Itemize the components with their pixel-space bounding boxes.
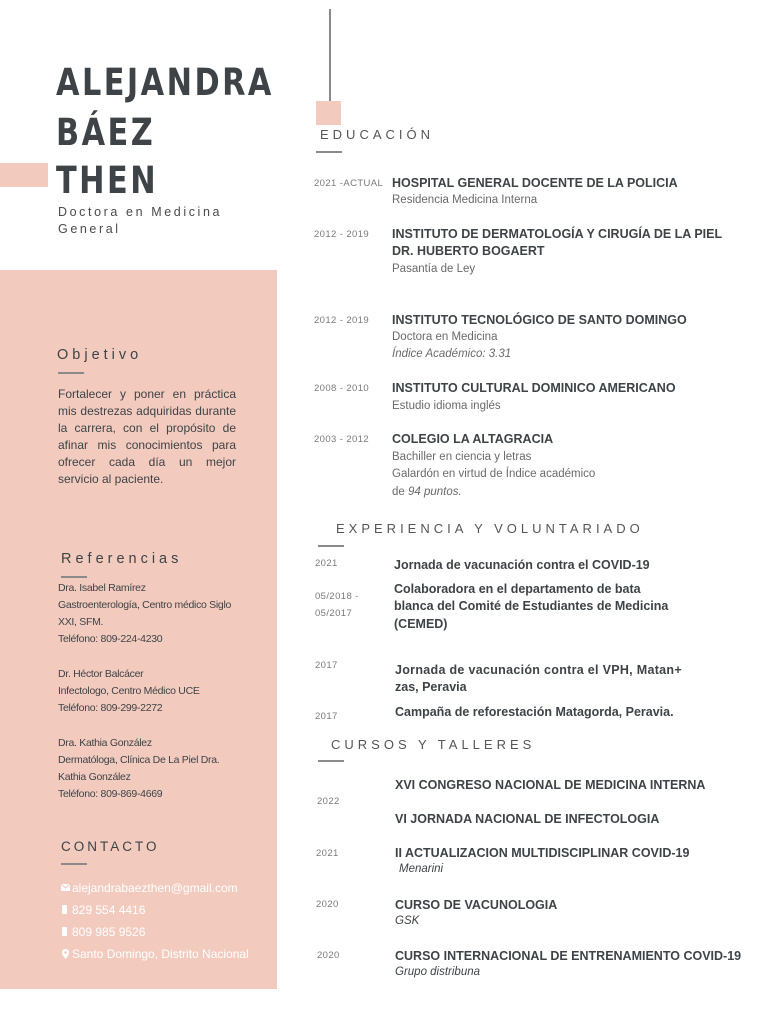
experience-title: Jornada de vacunación contra el VPH, Matan+ bbox=[395, 663, 682, 677]
contact-phone-2[interactable]: 809 985 9526 bbox=[72, 925, 146, 939]
course-title: XVI CONGRESO NACIONAL DE MEDICINA INTERNA bbox=[395, 778, 706, 792]
course-title: VI JORNADA NACIONAL DE INFECTOLOGIA bbox=[395, 812, 660, 826]
objective-heading: Objetivo bbox=[57, 347, 143, 363]
education-title: COLEGIO LA ALTAGRACIA bbox=[392, 432, 554, 446]
education-title: DR. HUBERTO BOGAERT bbox=[392, 244, 545, 258]
course-title: II ACTUALIZACION MULTIDISCIPLINAR COVID-19 bbox=[395, 846, 690, 860]
course-title: CURSO DE VACUNOLOGIA bbox=[395, 898, 558, 912]
education-detail: Residencia Medicina Interna bbox=[392, 194, 538, 206]
reference-line: Dra. Isabel Ramírez bbox=[58, 582, 146, 594]
education-detail: 94 puntos. bbox=[408, 486, 462, 498]
name-last: THEN bbox=[56, 159, 159, 202]
profession-line-2: General bbox=[58, 222, 121, 236]
education-date: 2012 - 2019 bbox=[314, 229, 370, 240]
contact-rule bbox=[61, 863, 87, 865]
course-provider: Grupo distribuna bbox=[395, 966, 481, 978]
experience-date: 05/2018 - bbox=[315, 591, 359, 602]
education-date: 2008 - 2010 bbox=[314, 383, 370, 394]
experience-title: zas, Peravia bbox=[395, 680, 467, 694]
course-date: 2020 bbox=[317, 950, 340, 961]
reference-line: Infectologo, Centro Médico UCE bbox=[58, 685, 200, 697]
experience-date: 2021 bbox=[315, 558, 338, 569]
objective-text: Fortalecer y poner en práctica mis destrezas adquiridas durante la carrera, con el propósito de afinar mis conocimientos para ofrecer cada día un mejor servicio al paciente. bbox=[58, 387, 236, 486]
location-pin-icon bbox=[62, 949, 69, 962]
objective-rule bbox=[58, 372, 84, 374]
education-detail: Pasantía de Ley bbox=[392, 263, 476, 275]
experience-heading: EXPERIENCIA Y VOLUNTARIADO bbox=[336, 521, 644, 536]
course-title: CURSO INTERNACIONAL DE ENTRENAMIENTO COVID-19 bbox=[395, 949, 742, 963]
course-provider: Menarini bbox=[399, 863, 444, 875]
reference-line: Teléfono: 809-869-4669 bbox=[58, 788, 163, 800]
name-middle: BÁEZ bbox=[56, 111, 156, 154]
education-detail: Doctora en Medicina bbox=[392, 331, 498, 343]
education-title: INSTITUTO DE DERMATOLOGÍA Y CIRUGÍA DE LA PIEL bbox=[392, 227, 723, 241]
education-title: INSTITUTO CULTURAL DOMINICO AMERICANO bbox=[392, 381, 676, 395]
course-date: 2022 bbox=[317, 796, 340, 807]
education-title: HOSPITAL GENERAL DOCENTE DE LA POLICIA bbox=[392, 176, 678, 190]
education-date: 2021 -ACTUAL bbox=[314, 178, 384, 189]
reference-line: Dra. Kathia González bbox=[58, 737, 152, 749]
reference-line: Kathia González bbox=[58, 771, 131, 783]
reference-line: Teléfono: 809-224-4230 bbox=[58, 633, 163, 645]
phone-icon bbox=[61, 927, 68, 939]
references-heading: Referencias bbox=[61, 551, 183, 567]
profession-line-1: Doctora en Medicina bbox=[58, 205, 223, 219]
experience-title: Jornada de vacunación contra el COVID-19 bbox=[394, 558, 650, 572]
course-provider: GSK bbox=[395, 915, 420, 927]
reference-line: Teléfono: 809-299-2272 bbox=[58, 702, 163, 714]
vertical-divider-line bbox=[329, 9, 331, 101]
reference-line: Gastroenterología, Centro médico Siglo bbox=[58, 599, 232, 611]
experience-rule bbox=[318, 545, 344, 547]
course-date: 2021 bbox=[316, 848, 339, 859]
education-detail: Índice Académico: 3.31 bbox=[392, 348, 512, 360]
reference-line: Dr. Héctor Balcácer bbox=[58, 668, 144, 680]
contact-phone-1[interactable]: 829 554 4416 bbox=[72, 903, 146, 917]
experience-title: Colaboradora en el departamento de bata bbox=[394, 582, 641, 596]
contact-heading: CONTACTO bbox=[61, 839, 160, 854]
education-detail: Galardón en virtud de Índice académico bbox=[392, 468, 596, 480]
contact-email[interactable]: alejandrabaezthen@gmail.com bbox=[72, 881, 238, 895]
courses-heading: CURSOS Y TALLERES bbox=[331, 737, 536, 752]
experience-title: (CEMED) bbox=[394, 617, 448, 631]
experience-date: 05/2017 bbox=[315, 608, 353, 619]
experience-date: 2017 bbox=[315, 711, 338, 722]
name-first: ALEJANDRA bbox=[56, 61, 274, 104]
envelope-icon bbox=[61, 883, 70, 894]
education-detail: Estudio idioma inglés bbox=[392, 400, 501, 412]
pink-accent-bar bbox=[0, 163, 48, 187]
experience-title: Campaña de reforestación Matagorda, Peravia. bbox=[395, 705, 674, 719]
education-detail: de bbox=[392, 486, 405, 498]
experience-date: 2017 bbox=[315, 660, 338, 671]
courses-rule bbox=[318, 760, 344, 762]
references-rule bbox=[61, 576, 87, 578]
reference-line: XXI, SFM. bbox=[58, 616, 104, 628]
education-rule bbox=[316, 151, 342, 153]
education-detail: Bachiller en ciencia y letras bbox=[392, 451, 532, 463]
education-title: INSTITUTO TECNOLÓGICO DE SANTO DOMINGO bbox=[392, 313, 687, 327]
education-date: 2012 - 2019 bbox=[314, 315, 370, 326]
reference-line: Dermatóloga, Clínica De La Piel Dra. bbox=[58, 754, 220, 766]
experience-title: blanca del Comité de Estudiantes de Medicina bbox=[394, 599, 669, 613]
education-date: 2003 - 2012 bbox=[314, 434, 370, 445]
pink-accent-square bbox=[316, 101, 341, 125]
course-date: 2020 bbox=[316, 899, 339, 910]
education-heading: EDUCACIÓN bbox=[320, 127, 435, 142]
phone-icon bbox=[61, 905, 68, 917]
contact-location: Santo Domingo, Distrito Nacional bbox=[72, 947, 249, 961]
